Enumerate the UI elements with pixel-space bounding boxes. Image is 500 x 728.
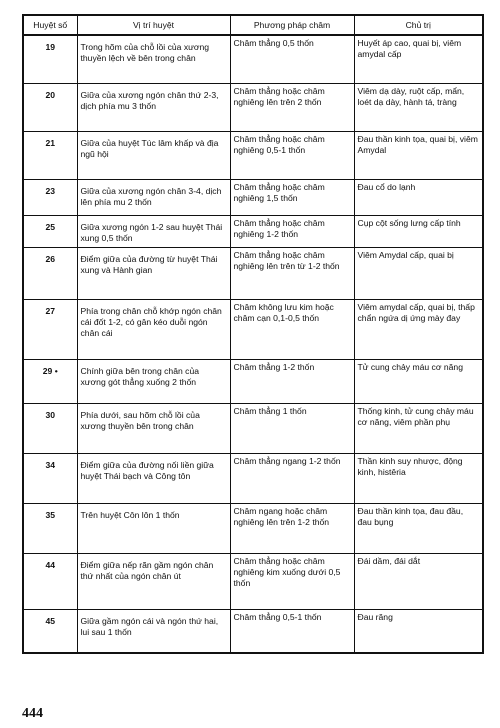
point-location: Giữa xương ngón 1-2 sau huyệt Thái xung 0,5 thốn — [77, 215, 230, 247]
point-location: Giữa gầm ngón cái và ngón thứ hai, lui sau 1 thốn — [77, 609, 230, 653]
point-location: Trong hõm của chỗ lồi của xương thuyền lệch về bên trong chân — [77, 35, 230, 83]
point-number: 29 • — [23, 359, 77, 403]
indication: Viêm Amydal cấp, quai bị — [354, 247, 483, 299]
acupoint-table — [22, 14, 484, 654]
table-row — [23, 83, 483, 131]
point-number: 34 — [23, 453, 77, 503]
needling-method: Châm thẳng 1 thốn — [230, 403, 354, 453]
point-location: Giữa của xương ngón chân thứ 2-3, dịch phía mu 3 thốn — [77, 83, 230, 131]
table-row — [23, 453, 483, 503]
table-row — [23, 359, 483, 403]
needling-method: Châm thẳng hoặc châm nghiêng kim xuống dưới 0,5 thốn — [230, 553, 354, 609]
point-number: 21 — [23, 131, 77, 179]
table-row — [23, 131, 483, 179]
header-location: Vị trí huyệt — [77, 15, 230, 35]
point-location: Giữa của huyệt Túc lâm khấp và địa ngũ hội — [77, 131, 230, 179]
needling-method: Châm ngang hoặc châm nghiêng lên trên 1-2 thốn — [230, 503, 354, 553]
point-location: Giữa của xương ngón chân 3-4, dịch lên phía mu 2 thốn — [77, 179, 230, 215]
table-row — [23, 503, 483, 553]
indication: Đau cổ do lạnh — [354, 179, 483, 215]
point-number: 44 — [23, 553, 77, 609]
indication: Thần kinh suy nhược, động kinh, histêria — [354, 453, 483, 503]
header-point-number: Huyệt số — [23, 15, 77, 35]
needling-method: Châm thẳng hoặc châm nghiêng 0,5-1 thốn — [230, 131, 354, 179]
indication: Tử cung chảy máu cơ năng — [354, 359, 483, 403]
table-row — [23, 35, 483, 83]
document-page — [22, 14, 482, 654]
table-row — [23, 403, 483, 453]
table-body — [23, 35, 483, 653]
point-location: Điểm giữa nếp rãn gầm ngón chân thứ nhất của ngón chân út — [77, 553, 230, 609]
indication: Huyết áp cao, quai bị, viêm amydal cấp — [354, 35, 483, 83]
point-number: 19 — [23, 35, 77, 83]
indication: Viêm amydal cấp, quai bị, thấp chẩn ngứa dị ứng mày đay — [354, 299, 483, 359]
page-number: 444 — [22, 706, 43, 721]
table-row — [23, 609, 483, 653]
point-location: Phía trong chân chỗ khớp ngón chân cái đốt 1-2, có gân kéo duỗi ngón chân cái — [77, 299, 230, 359]
table-row — [23, 299, 483, 359]
indication: Đau răng — [354, 609, 483, 653]
table-row — [23, 247, 483, 299]
indication: Thống kinh, tử cung chảy máu cơ năng, viêm phần phụ — [354, 403, 483, 453]
point-location: Trên huyệt Côn lôn 1 thốn — [77, 503, 230, 553]
point-number: 27 — [23, 299, 77, 359]
indication: Viêm dạ dày, ruột cấp, mẩn, loét dạ dày, hành tá, tràng — [354, 83, 483, 131]
header-indication: Chủ trị — [354, 15, 483, 35]
indication: Đau thần kinh tọa, đau đầu, đau bụng — [354, 503, 483, 553]
table-row — [23, 215, 483, 247]
needling-method: Châm thẳng 0,5 thốn — [230, 35, 354, 83]
point-number: 35 — [23, 503, 77, 553]
indication: Cụp cột sống lưng cấp tính — [354, 215, 483, 247]
needling-method: Châm thẳng 1-2 thốn — [230, 359, 354, 403]
table-header-row — [23, 15, 483, 35]
point-location: Điểm giữa của đường nối liền giữa huyệt Thái bạch và Công tôn — [77, 453, 230, 503]
header-method: Phương pháp châm — [230, 15, 354, 35]
point-number: 20 — [23, 83, 77, 131]
point-number: 26 — [23, 247, 77, 299]
point-location: Chính giữa bên trong chân của xương gót thẳng xuống 2 thốn — [77, 359, 230, 403]
table-row — [23, 179, 483, 215]
point-location: Điểm giữa của đường từ huyệt Thái xung và Hành gian — [77, 247, 230, 299]
point-number: 25 — [23, 215, 77, 247]
point-location: Phía dưới, sau hõm chỗ lồi của xương thuyền bên trong chân — [77, 403, 230, 453]
needling-method: Châm thẳng ngang 1-2 thốn — [230, 453, 354, 503]
indication: Đau thần kinh tọa, quai bị, viêm Amydal — [354, 131, 483, 179]
point-number: 23 — [23, 179, 77, 215]
table-row — [23, 553, 483, 609]
indication: Đái dầm, đái dắt — [354, 553, 483, 609]
needling-method: Châm thẳng hoặc châm nghiêng 1,5 thốn — [230, 179, 354, 215]
point-number: 30 — [23, 403, 77, 453]
needling-method: Châm thẳng hoặc châm nghiêng lên trên 2 thốn — [230, 83, 354, 131]
needling-method: Châm không lưu kim hoặc châm cạn 0,1-0,5 thốn — [230, 299, 354, 359]
needling-method: Châm thẳng 0,5-1 thốn — [230, 609, 354, 653]
point-number: 45 — [23, 609, 77, 653]
needling-method: Châm thẳng hoặc châm nghiêng lên trên từ 1-2 thốn — [230, 247, 354, 299]
needling-method: Châm thẳng hoặc châm nghiêng 1-2 thốn — [230, 215, 354, 247]
